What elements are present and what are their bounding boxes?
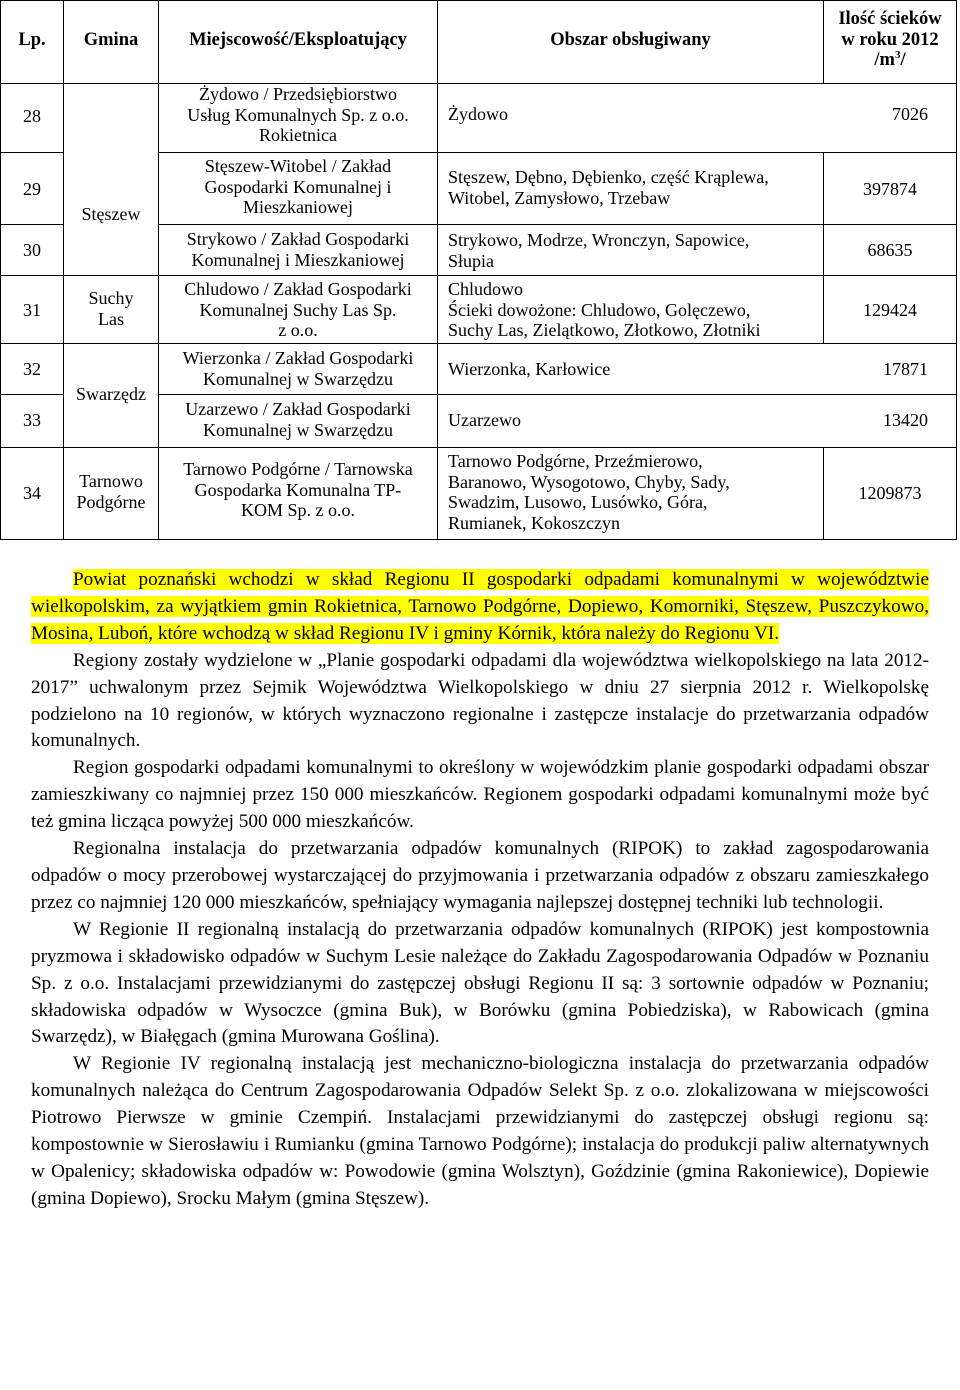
- area-line: Ścieki dowożone: Chludowo, Golęczewo,: [448, 299, 751, 320]
- header-miejscowosc: Miejscowość/Eksploatujący: [189, 30, 407, 50]
- paragraph: Regionalna instalacja do przetwarzania odpadów komunalnych (RIPOK) to zakład zagospodarowania odpadów o mocy przerobowej wystarczającej do przyjmowania i przetwarzania odpadów z obszaru zamieszkałego przez co najmniej 120 000 mieszkańców, spełniający wymagania najlepszej dostępnej techniki lub technologii.: [31, 838, 929, 913]
- unit-text: /m: [874, 50, 895, 70]
- cell-gmina: [64, 471, 158, 512]
- cell-operator: [159, 279, 437, 341]
- paragraph-region-ii: [31, 567, 929, 648]
- area-line: Słupia: [448, 250, 495, 271]
- operator-line: KOM Sp. z o.o.: [240, 500, 355, 520]
- area-line: Baranowo, Wysogotowo, Chyby, Sady,: [448, 471, 730, 492]
- cell-lp: 33: [23, 410, 41, 430]
- operator-line: Komunalnej w Swarzędzu: [203, 368, 393, 389]
- operator-line: z o.o.: [278, 320, 318, 340]
- area-line: Strykowo, Modrze, Wronczyn, Sapowice,: [448, 230, 750, 250]
- area-line: Chludowo: [448, 279, 524, 299]
- column-border: [63, 0, 64, 540]
- header-gmina: Gmina: [83, 30, 139, 50]
- table-border-top: [0, 0, 957, 1]
- paragraph: Region gospodarki odpadami komunalnymi to określony w wojewódzkim planie gospodarki odpadami obszar zamieszkiwany co najmniej przez 150 000 mieszkańców. Regionem gospodarki odpadami komunalnymi może być też gmina licząca powyżej 500 000 mieszkańców.: [31, 757, 929, 833]
- cell-operator: [159, 348, 437, 389]
- operator-line: Komunalnej Suchy Las Sp.: [199, 299, 397, 320]
- operator-line: Komunalnej w Swarzędzu: [203, 419, 393, 440]
- header-lp: Lp.: [18, 30, 46, 50]
- cell-lp: 32: [23, 359, 41, 379]
- operator-line: Gospodarka Komunalna TP-: [194, 479, 402, 500]
- gmina-line: Podgórne: [76, 491, 146, 512]
- area-line: Stęszew, Dębno, Dębienko, część Krąplewa,: [448, 167, 769, 187]
- row-border: [0, 224, 63, 225]
- cell-gmina: Stęszew: [81, 204, 141, 224]
- operator-line: Tarnowo Podgórne / Tarnowska: [183, 459, 413, 479]
- cell-operator: [159, 84, 437, 146]
- operator-line: Gospodarki Komunalnej i: [204, 176, 392, 197]
- cell-lp: 31: [23, 300, 41, 320]
- operator-line: Komunalnej i Mieszkaniowej: [191, 249, 405, 270]
- area-line: Witobel, Zamysłowo, Trzebaw: [448, 187, 671, 208]
- header-ilosc-unit: [824, 50, 956, 71]
- cell-operator: [159, 229, 437, 270]
- unit-text: /: [900, 50, 906, 70]
- cell-lp: 29: [23, 179, 41, 199]
- header-ilosc: [824, 9, 956, 71]
- header-obszar: Obszar obsługiwany: [550, 30, 711, 50]
- cell-gmina: Swarzędz: [76, 384, 146, 404]
- header-ilosc-line: Ilość ścieków: [838, 9, 942, 29]
- area-line: Tarnowo Podgórne, Przeźmierowo,: [448, 451, 703, 471]
- paragraph: W Regionie IV regionalną instalacją jest mechaniczno-biologiczna instalacja do przetwarzania odpadów komunalnych należąca do Centrum Zagospodarowania Odpadów Selekt Sp. z o.o. zlokalizowana w miejscowości Piotrowo Pierwsze w gminie Czempiń. Instalacjami przewidzianymi do zastępczej obsługi regionu są: kompostownie w Sierosławiu i Rumianku (gmina Tarnowo Podgórne); instalacja do produkcji paliw alternatywnych w Opalenicy; składowiska odpadów w: Powodowie (gmina Wolsztyn), Goździnie (gmina Rakoniewice), Dopiewie (gmina Dopiewo), Srocku Małym (gmina Stęszew).: [31, 1053, 929, 1209]
- operator-line: Wierzonka / Zakład Gospodarki: [182, 348, 414, 368]
- row-border: [158, 394, 957, 395]
- area-line: Swadzim, Lusowo, Lusówko, Góra,: [448, 492, 708, 512]
- cell-lp: 28: [23, 106, 41, 126]
- cell-operator: [159, 459, 437, 521]
- operator-line: Chludowo / Zakład Gospodarki: [184, 279, 412, 299]
- cell-area: [448, 451, 818, 533]
- cell-area: [448, 230, 818, 271]
- gmina-line: Suchy: [88, 288, 134, 308]
- row-border: [158, 224, 957, 225]
- area-line: Rumianek, Kokoszczyn: [448, 512, 620, 533]
- row-border: [0, 275, 957, 276]
- cell-area: Wierzonka, Karłowice: [448, 359, 611, 379]
- cell-quantity: 17871: [883, 359, 928, 379]
- cell-quantity: 13420: [883, 410, 928, 430]
- cell-area: Żydowo: [448, 104, 508, 124]
- body-text: [31, 567, 929, 1213]
- column-border: [437, 0, 438, 540]
- paragraph: Regiony zostały wydzielone w „Planie gospodarki odpadami dla województwa wielkopolskiego na lata 2012-2017” uchwalonym przez Sejmik Województwa Wielkopolskiego w dniu 27 sierpnia 2012 r. Wielkopolskę podzielono na 10 regionów, w których wyznaczono regionalne i zastępcze instalacje do przetwarzania odpadów komunalnych.: [31, 649, 929, 752]
- cell-quantity: 7026: [892, 104, 928, 124]
- header-row-border: [0, 83, 957, 84]
- cell-area: [448, 279, 818, 341]
- operator-line: Mieszkaniowej: [243, 197, 353, 217]
- operator-line: Uzarzewo / Zakład Gospodarki: [185, 399, 411, 419]
- row-border: [0, 394, 63, 395]
- paragraph: W Regionie II regionalną instalacją do przetwarzania odpadów komunalnych (RIPOK) jest kompostownia pryzmowa i składowisko odpadów w Suchym Lesie należące do Zakładu Zagospodarowania Odpadów w Poznaniu Sp. z o.o. Instalacjami przewidzianymi do zastępczej obsługi Regionu II są: 3 sortownie odpadów w Poznaniu; składowiska odpadów w Wysoczce (gmina Buk), w Borówku (gmina Pobiedziska), w Rabowicach (gmina Swarzędz), w Białęgach (gmina Murowana Goślina).: [31, 918, 929, 1048]
- row-border: [0, 152, 63, 153]
- cell-area: [448, 167, 818, 208]
- wastewater-table: [0, 0, 957, 540]
- cell-quantity: 1209873: [858, 483, 922, 503]
- cell-gmina: [64, 288, 158, 329]
- cell-quantity: 397874: [863, 179, 917, 199]
- operator-line: Rokietnica: [259, 125, 337, 145]
- cell-operator: [159, 156, 437, 218]
- header-ilosc-line: w roku 2012: [841, 29, 939, 50]
- operator-line: Usług Komunalnych Sp. z o.o.: [187, 104, 409, 125]
- area-line: Suchy Las, Zielątkowo, Złotkowo, Złotniki: [448, 320, 761, 340]
- table-border-bottom: [0, 539, 957, 540]
- cell-operator: [159, 399, 437, 440]
- gmina-line: Tarnowo: [79, 471, 143, 491]
- cell-lp: 30: [23, 240, 41, 260]
- cell-lp: 34: [23, 483, 41, 503]
- table-border-right: [956, 0, 957, 540]
- gmina-line: Las: [98, 308, 124, 329]
- row-border: [158, 152, 957, 153]
- row-border: [0, 447, 957, 448]
- cell-quantity: 129424: [863, 300, 917, 320]
- operator-line: Strykowo / Zakład Gospodarki: [186, 229, 410, 249]
- table-border-left: [0, 0, 1, 540]
- operator-line: Stęszew-Witobel / Zakład: [204, 156, 392, 176]
- cell-quantity: 68635: [867, 240, 913, 260]
- unit-superscript: 3: [894, 48, 901, 61]
- operator-line: Żydowo / Przedsiębiorstwo: [199, 84, 397, 104]
- cell-area: Uzarzewo: [448, 410, 521, 430]
- highlighted-text: Powiat poznański wchodzi w skład Regionu II gospodarki odpadami komunalnymi w województwie wielkopolskim, za wyjątkiem gmin Rokietnica, Tarnowo Podgórne, Dopiewo, Komorniki, Stęszew, Puszczykowo, Mosina, Luboń, które wchodzą w skład Regionu IV i gminy Kórnik, która należy do Regionu VI.: [31, 569, 929, 644]
- row-border: [0, 343, 957, 344]
